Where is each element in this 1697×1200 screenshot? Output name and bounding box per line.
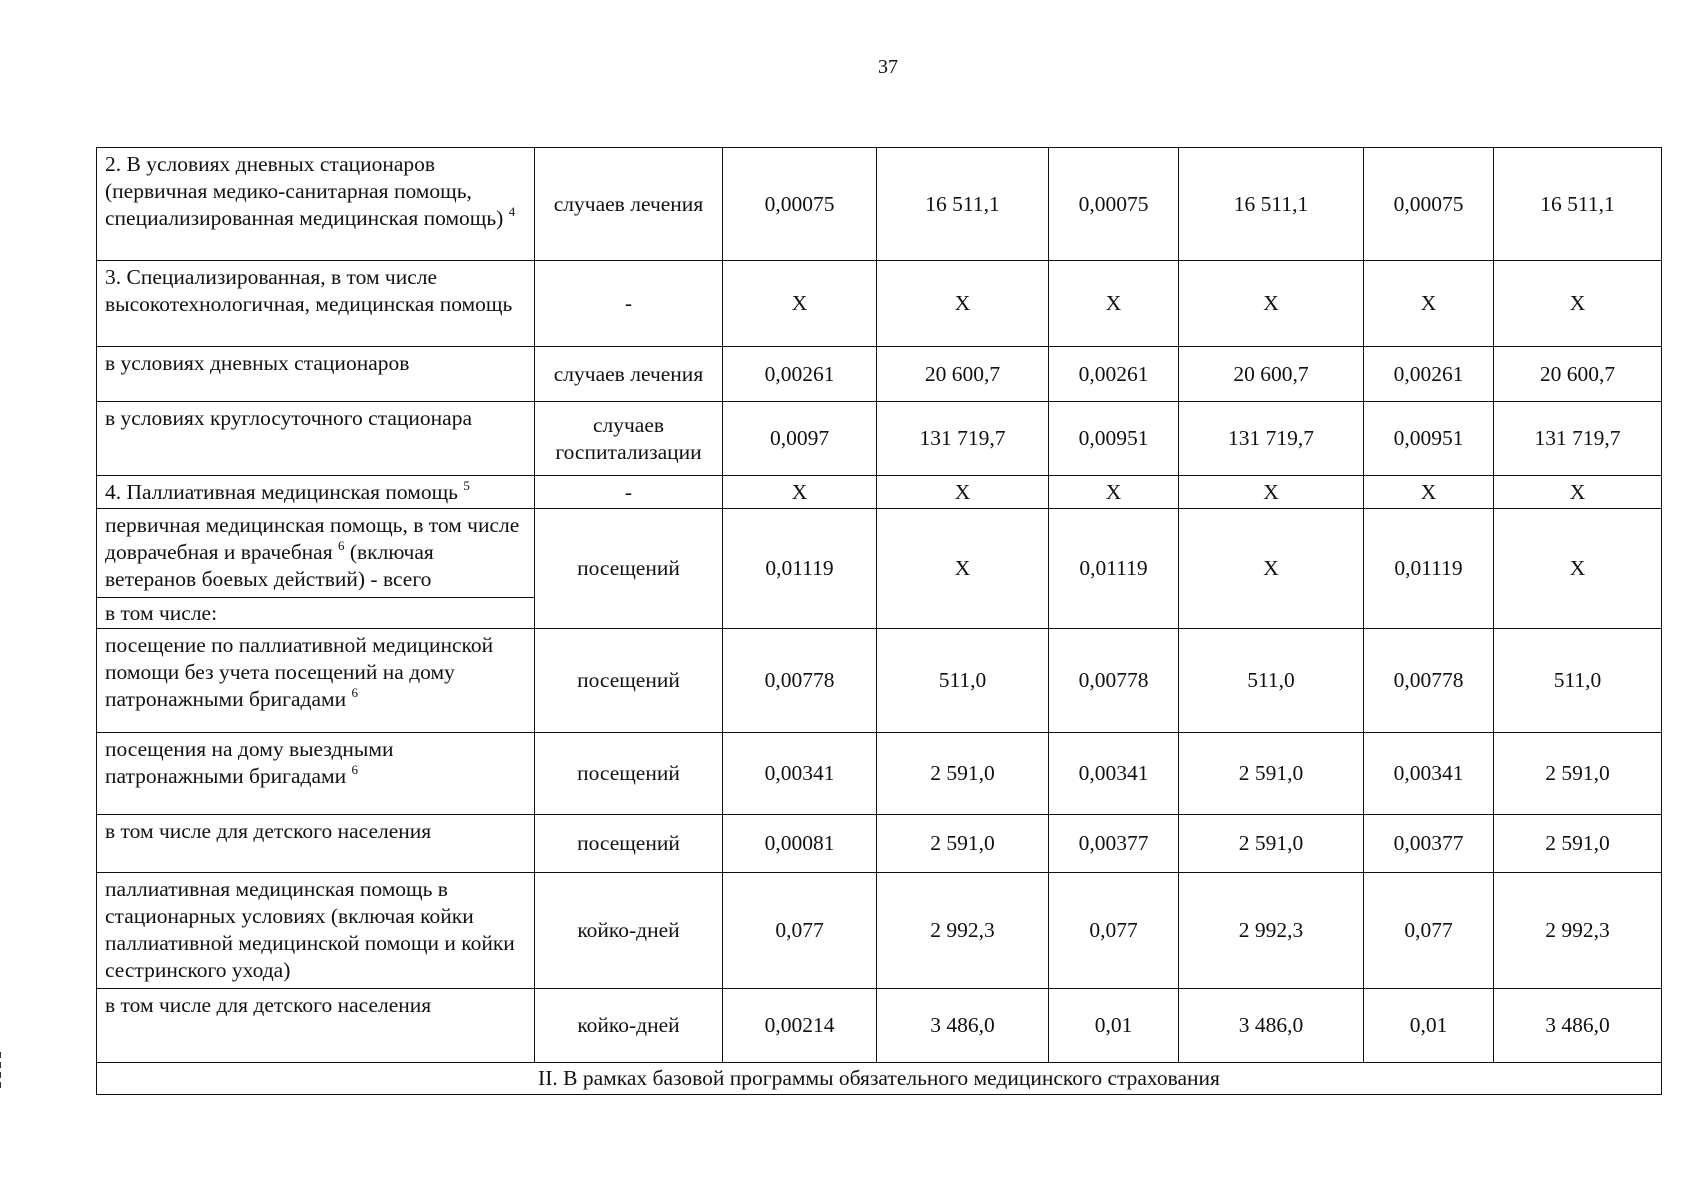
unit-cell: случаев лечения [535, 347, 723, 402]
value-cell: 0,01 [1049, 989, 1179, 1063]
table-row [97, 989, 1662, 1063]
unit-cell: - [535, 261, 723, 347]
value-cell: 16 511,1 [1179, 148, 1364, 261]
value-cell: 0,00261 [1049, 347, 1179, 402]
page-number: 37 [878, 56, 898, 78]
value-cell: 0,00341 [723, 733, 877, 815]
unit-cell: посещений [535, 733, 723, 815]
value-cell: 0,00377 [1364, 815, 1494, 873]
footnote-ref: 6 [351, 685, 359, 701]
row-name-tail: (включая ветеранов боевых действий) - всего [105, 539, 434, 591]
value-cell: 0,00377 [1049, 815, 1179, 873]
table-row [97, 402, 1662, 476]
row-name-text: 2. В условиях дневных стационаров (первичная медико-санитарная помощь, специализированная медицинская помощь) [105, 152, 504, 230]
value-cell: X [1364, 476, 1494, 509]
data-table [96, 147, 1662, 1095]
value-cell: 0,00778 [723, 629, 877, 733]
value-cell: 0,00075 [723, 148, 877, 261]
value-cell: 0,00951 [1364, 402, 1494, 476]
unit-cell: случаев госпитализации [535, 402, 723, 476]
margin-mark [0, 1062, 5, 1068]
value-cell: 0,00778 [1364, 629, 1494, 733]
value-cell: 3 486,0 [1494, 989, 1662, 1063]
footnote-ref: 6 [337, 537, 345, 553]
row-name [97, 476, 535, 509]
value-cell: 2 591,0 [1179, 733, 1364, 815]
value-cell: 0,00075 [1364, 148, 1494, 261]
unit-cell: посещений [535, 815, 723, 873]
row-name-text: в условиях дневных стационаров [105, 351, 410, 375]
row-name [97, 347, 535, 402]
row-name [97, 402, 535, 476]
table-row [97, 815, 1662, 873]
row-name-text: 3. Специализированная, в том числе высокотехнологичная, медицинская помощь [105, 265, 513, 316]
value-cell: 0,01119 [1364, 508, 1494, 629]
value-cell: 511,0 [877, 629, 1049, 733]
footnote-ref: 4 [508, 203, 516, 219]
row-name [97, 629, 535, 733]
table-row [97, 261, 1662, 347]
row-name-text: посещения на дому выездными патронажными бригадами [105, 737, 394, 789]
value-cell: 0,077 [1049, 873, 1179, 989]
value-cell: 2 591,0 [877, 815, 1049, 873]
table-row [97, 347, 1662, 402]
value-cell: 0,00341 [1364, 733, 1494, 815]
section-row [97, 1063, 1662, 1095]
table-row [97, 733, 1662, 815]
value-cell: 131 719,7 [1494, 402, 1662, 476]
row-name-text: паллиативная медицинская помощь в стационарных условиях (включая койки паллиативной медицинской помощи и койки сестринского ухода) [105, 877, 515, 982]
value-cell: 0,077 [723, 873, 877, 989]
value-cell: X [1049, 261, 1179, 347]
value-cell: 16 511,1 [877, 148, 1049, 261]
row-name [97, 148, 535, 261]
value-cell: 0,00951 [1049, 402, 1179, 476]
value-cell: 0,00261 [723, 347, 877, 402]
value-cell: X [1049, 476, 1179, 509]
row-name-text: 4. Паллиативная медицинская помощь [105, 480, 458, 504]
table-row [97, 873, 1662, 989]
row-name-text: в том числе для детского населения [105, 993, 432, 1018]
value-cell: 0,01119 [723, 508, 877, 629]
row-name [97, 989, 535, 1063]
value-cell: X [877, 261, 1049, 347]
row-name [97, 261, 535, 347]
unit-cell: посещений [535, 508, 723, 629]
value-cell: X [723, 261, 877, 347]
value-cell: 2 591,0 [1494, 733, 1662, 815]
section-title: II. В рамках базовой программы обязательного медицинского страхования [97, 1063, 1662, 1095]
unit-cell: случаев лечения [535, 148, 723, 261]
value-cell: 3 486,0 [877, 989, 1049, 1063]
value-cell: X [1494, 261, 1662, 347]
table-row [97, 508, 1662, 629]
value-cell: 0,00261 [1364, 347, 1494, 402]
value-cell: 0,00778 [1049, 629, 1179, 733]
value-cell: 0,0097 [723, 402, 877, 476]
value-cell: X [877, 508, 1049, 629]
value-cell: 131 719,7 [1179, 402, 1364, 476]
value-cell: 2 992,3 [877, 873, 1049, 989]
footnote-ref: 6 [351, 762, 359, 778]
table-row [97, 148, 1662, 261]
value-cell: X [1494, 508, 1662, 629]
value-cell: X [1179, 508, 1364, 629]
margin-mark [0, 1072, 5, 1078]
value-cell: 3 486,0 [1179, 989, 1364, 1063]
value-cell: 0,01119 [1049, 508, 1179, 629]
table-row [97, 629, 1662, 733]
value-cell: 2 591,0 [877, 733, 1049, 815]
margin-mark [0, 1082, 5, 1088]
value-cell: 511,0 [1179, 629, 1364, 733]
value-cell: 2 992,3 [1179, 873, 1364, 989]
value-cell: 511,0 [1494, 629, 1662, 733]
margin-mark [0, 1052, 5, 1058]
value-cell: 20 600,7 [1179, 347, 1364, 402]
unit-cell: посещений [535, 629, 723, 733]
row-name [97, 815, 535, 873]
row-name-text: первичная медицинская помощь, в том числе доврачебная и врачебная [105, 512, 520, 564]
value-cell: X [877, 476, 1049, 509]
unit-cell: - [535, 476, 723, 509]
value-cell: X [1494, 476, 1662, 509]
value-cell: 2 591,0 [1179, 815, 1364, 873]
footnote-ref: 5 [463, 478, 470, 493]
value-cell: 0,077 [1364, 873, 1494, 989]
table-row [97, 476, 1662, 509]
row-name [97, 873, 535, 989]
row-name-subheading: в том числе: [97, 597, 534, 629]
unit-cell: койко-дней [535, 873, 723, 989]
value-cell: 0,00214 [723, 989, 877, 1063]
value-cell: 131 719,7 [877, 402, 1049, 476]
value-cell: 0,00075 [1049, 148, 1179, 261]
row-name [97, 508, 535, 629]
value-cell: 2 591,0 [1494, 815, 1662, 873]
value-cell: 0,01 [1364, 989, 1494, 1063]
row-name-text: в условиях круглосуточного стационара [105, 406, 473, 430]
value-cell: 2 992,3 [1494, 873, 1662, 989]
value-cell: X [1364, 261, 1494, 347]
value-cell: 0,00081 [723, 815, 877, 873]
row-name-text: посещение по паллиативной медицинской помощи без учета посещений на дому патронажными бригадами [105, 633, 494, 712]
row-name [97, 733, 535, 815]
value-cell: 0,00341 [1049, 733, 1179, 815]
unit-cell: койко-дней [535, 989, 723, 1063]
value-cell: 16 511,1 [1494, 148, 1662, 261]
row-name-text: в том числе для детского населения [105, 819, 432, 844]
value-cell: X [723, 476, 877, 509]
value-cell: X [1179, 261, 1364, 347]
value-cell: X [1179, 476, 1364, 509]
value-cell: 20 600,7 [1494, 347, 1662, 402]
value-cell: 20 600,7 [877, 347, 1049, 402]
